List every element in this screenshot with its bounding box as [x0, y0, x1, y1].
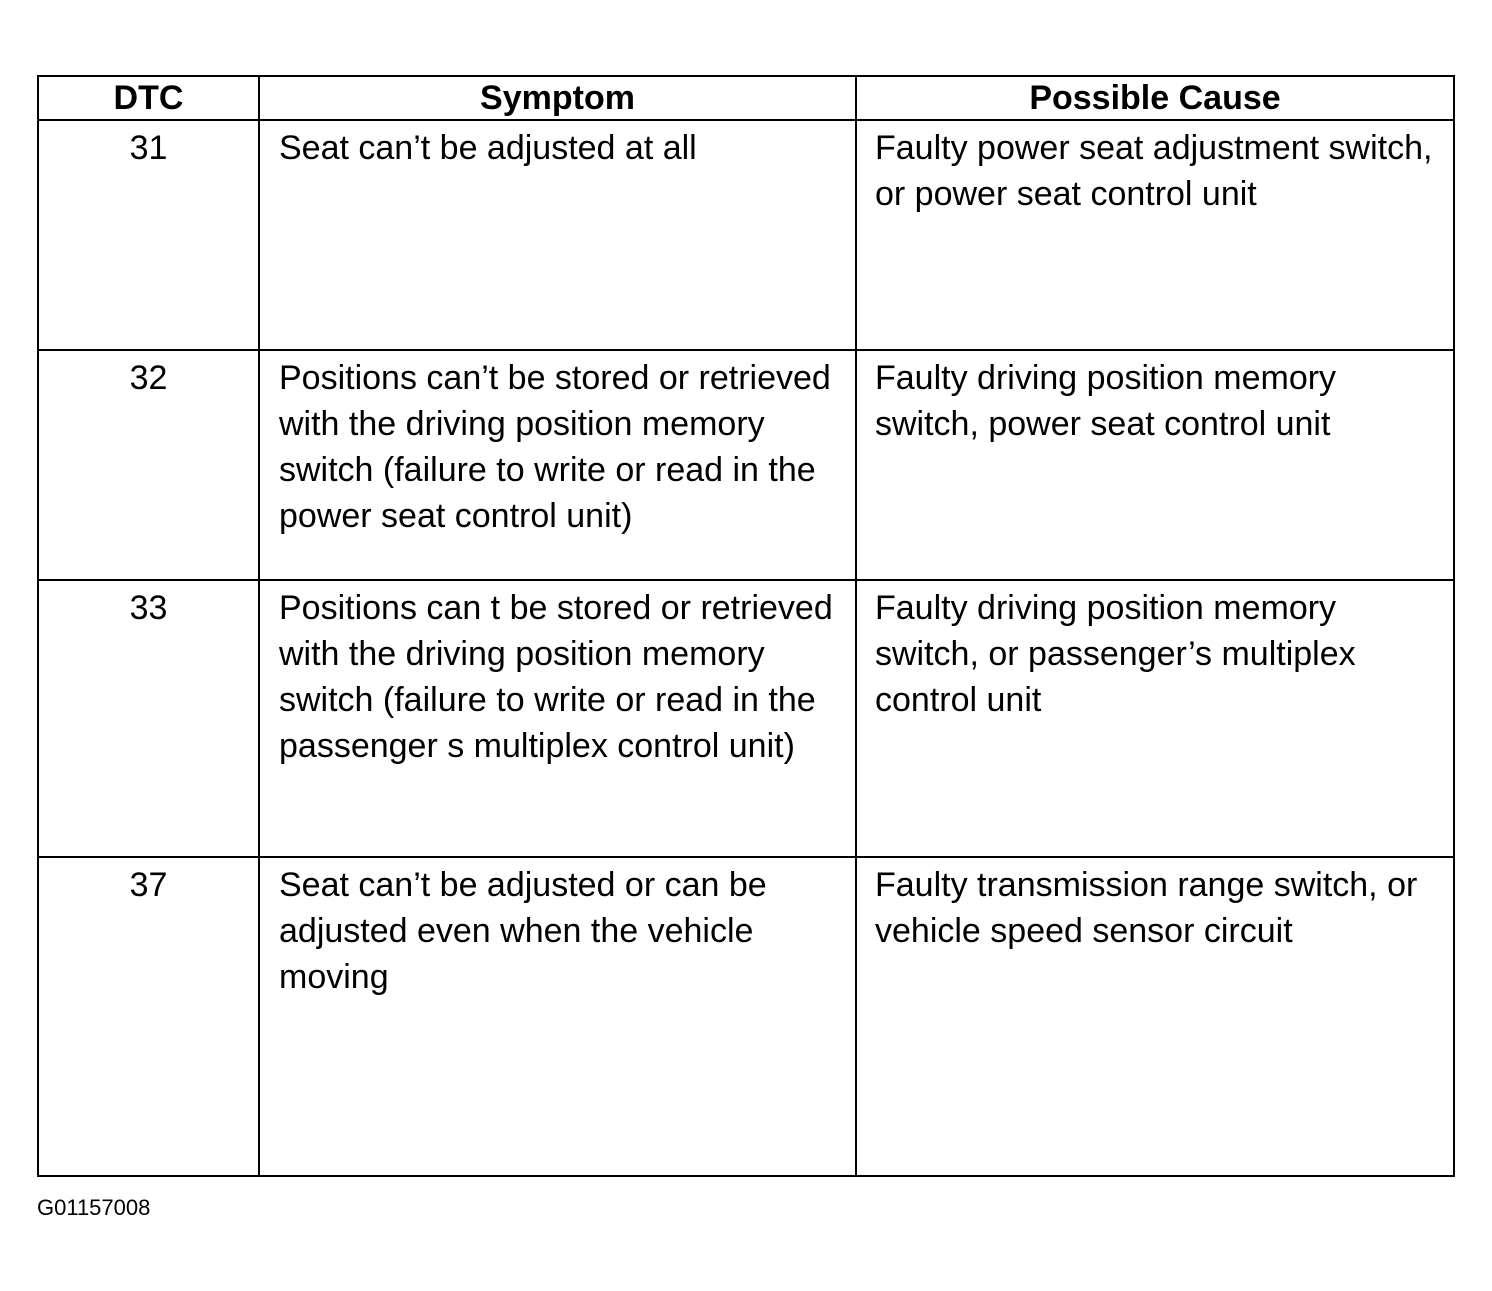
header-possible-cause: Possible Cause	[856, 76, 1454, 120]
dtc-code: 32	[38, 350, 259, 580]
dtc-code: 37	[38, 857, 259, 1176]
symptom-text: Seat can’t be adjusted or can be adjusted even when the vehicle moving	[259, 857, 856, 1176]
possible-cause-text: Faulty transmission range switch, or vehicle speed sensor circuit	[856, 857, 1454, 1176]
header-dtc: DTC	[38, 76, 259, 120]
dtc-code: 33	[38, 580, 259, 857]
dtc-table	[37, 75, 1455, 1177]
header-symptom: Symptom	[259, 76, 856, 120]
possible-cause-text: Faulty driving position memory switch, power seat control unit	[856, 350, 1454, 580]
table-row	[38, 350, 1454, 580]
table-row	[38, 857, 1454, 1176]
table-row	[38, 120, 1454, 350]
figure-id: G01157008	[37, 1195, 151, 1220]
symptom-text: Positions can t be stored or retrieved with the driving position memory switch (failure to write or read in the passenger s multiplex control unit)	[259, 580, 856, 857]
symptom-text: Positions can’t be stored or retrieved with the driving position memory switch (failure to write or read in the power seat control unit)	[259, 350, 856, 580]
possible-cause-text: Faulty driving position memory switch, or passenger’s multiplex control unit	[856, 580, 1454, 857]
table-row	[38, 580, 1454, 857]
table-header-row	[38, 76, 1454, 120]
possible-cause-text: Faulty power seat adjustment switch, or power seat control unit	[856, 120, 1454, 350]
symptom-text: Seat can’t be adjusted at all	[259, 120, 856, 350]
dtc-code: 31	[38, 120, 259, 350]
